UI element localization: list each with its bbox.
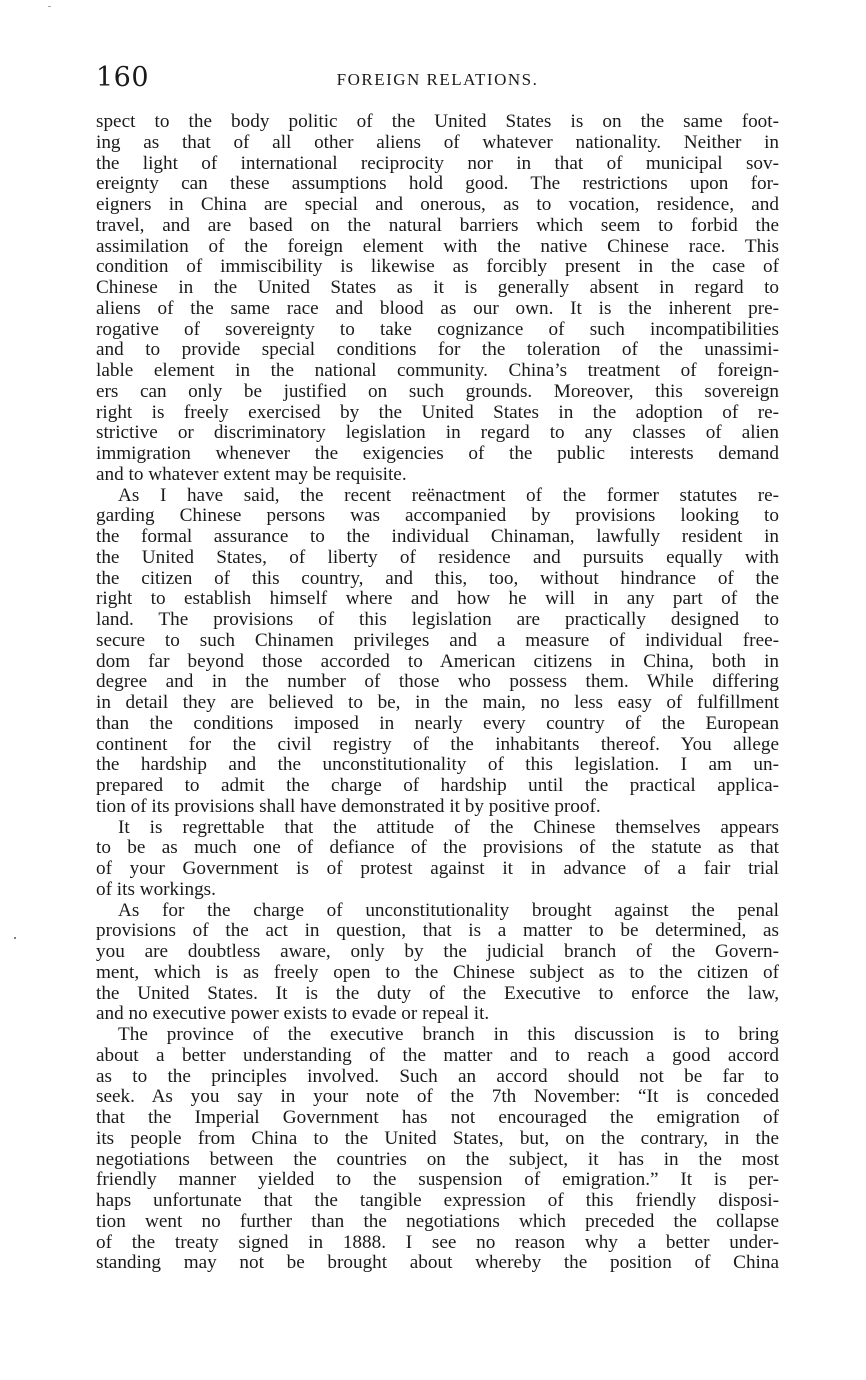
text-line: of your Government is of protest against it in advance of a fair trial: [96, 858, 779, 879]
text-line: in detail they are believed to be, in the main, no less easy of fulfillment: [96, 692, 779, 713]
text-line: you are doubtless aware, only by the judicial branch of the Govern-: [96, 941, 779, 962]
text-line: the light of international reciprocity nor in that of municipal sov-: [96, 152, 779, 174]
text-line: land. The provisions of this legislation are practically designed to: [96, 609, 779, 630]
text-line: seek. As you say in your note of the 7th November: “It is conceded: [96, 1086, 779, 1108]
text-line: spect to the body politic of the United States is on the same foot-: [96, 111, 779, 132]
text-line: condition of immiscibility is likewise as forcibly present in the case of: [96, 256, 779, 278]
text-line: aliens of the same race and blood as our own. It is the inherent pre-: [96, 297, 779, 319]
text-line: the hardship and the unconstitutionality of this legislation. I am un-: [96, 754, 779, 776]
text-line: degree and in the number of those who possess them. While differing: [96, 671, 779, 693]
text-line: right to establish himself where and how he will in any part of the: [96, 588, 779, 610]
text-line: secure to such Chinamen privileges and a measure of individual free-: [96, 629, 779, 651]
scan-speck: [48, 6, 51, 7]
text-line: its people from China to the United States, but, on the contrary, in the: [96, 1127, 779, 1149]
text-line: provisions of the act in question, that is a matter to be determined, as: [96, 920, 779, 942]
text-line: Chinese in the United States as it is generally absent in regard to: [96, 277, 779, 298]
text-line: haps unfortunate that the tangible expression of this friendly disposi-: [96, 1190, 779, 1211]
page-header: [96, 62, 779, 102]
text-line: and to provide special conditions for the toleration of the unassimi-: [96, 339, 779, 361]
text-line: than the conditions imposed in nearly every country of the European: [96, 712, 779, 734]
text-line: assimilation of the foreign element with the native Chinese race. This: [96, 235, 779, 257]
text-line: about a better understanding of the matter and to reach a good accord: [96, 1044, 779, 1066]
text-line: eigners in China are special and onerous, as to vocation, residence, and: [96, 194, 779, 215]
text-line: continent for the civil registry of the inhabitants thereof. You allege: [96, 733, 779, 755]
text-line: travel, and are based on the natural barriers which seem to forbid the: [96, 214, 779, 236]
text-line: and no executive power exists to evade or repeal it.: [96, 1003, 490, 1025]
text-line: ers can only be justified on such grounds. Moreover, this sovereign: [96, 380, 779, 402]
text-line: rogative of sovereignty to take cognizance of such incompatibilities: [96, 318, 779, 340]
text-line: prepared to admit the charge of hardship until the practical applica-: [96, 775, 779, 796]
text-line: that the Imperial Government has not encouraged the emigration of: [96, 1107, 779, 1128]
text-line: tion went no further than the negotiations which preceded the collapse: [96, 1210, 779, 1232]
text-line: As for the charge of unconstitutionality brought against the penal: [118, 899, 779, 921]
text-line: immigration whenever the exigencies of the public interests demand: [96, 443, 779, 464]
text-line: strictive or discriminatory legislation in regard to any classes of alien: [96, 422, 779, 444]
text-line: standing may not be brought about whereby the position of China: [96, 1252, 779, 1274]
text-line: the United States, of liberty of residence and pursuits equally with: [96, 546, 779, 568]
text-line: friendly manner yielded to the suspension of emigration.” It is per-: [96, 1169, 779, 1191]
text-line: dom far beyond those accorded to American citizens in China, both in: [96, 650, 779, 672]
text-line: the United States. It is the duty of the Executive to enforce the law,: [96, 982, 779, 1004]
text-line: lable element in the national community. China’s treatment of foreign-: [96, 360, 779, 381]
text-line: ing as that of all other aliens of whatever nationality. Neither in: [96, 131, 779, 153]
text-line: of the treaty signed in 1888. I see no reason why a better under-: [96, 1231, 779, 1253]
text-line: garding Chinese persons was accompanied by provisions looking to: [96, 505, 779, 527]
text-line: the citizen of this country, and this, too, without hindrance of the: [96, 567, 779, 589]
text-line: ment, which is as freely open to the Chinese subject as to the citizen of: [96, 961, 779, 983]
text-line: ereignty can these assumptions hold good. The restrictions upon for-: [96, 173, 779, 195]
text-line: right is freely exercised by the United States in the adoption of re-: [96, 401, 779, 423]
text-line: As I have said, the recent reënactment of the former statutes re-: [118, 484, 779, 506]
text-line: to be as much one of defiance of the provisions of the statute as that: [96, 837, 779, 859]
text-line: tion of its provisions shall have demonstrated it by positive proof.: [96, 795, 601, 817]
body-text: [96, 112, 779, 1274]
text-line: The province of the executive branch in this discussion is to bring: [118, 1024, 779, 1045]
text-line: as to the principles involved. Such an accord should not be far to: [96, 1065, 779, 1087]
page-number: 160: [96, 62, 150, 93]
text-line: It is regrettable that the attitude of the Chinese themselves appears: [118, 816, 779, 838]
text-line: negotiations between the countries on the subject, it has in the most: [96, 1148, 779, 1170]
text-line: and to whatever extent may be requisite.: [96, 463, 407, 485]
scan-speck: [14, 937, 16, 939]
running-head: FOREIGN RELATIONS.: [336, 70, 539, 89]
text-line: the formal assurance to the individual Chinaman, lawfully resident in: [96, 526, 779, 547]
text-line: of its workings.: [96, 878, 216, 900]
